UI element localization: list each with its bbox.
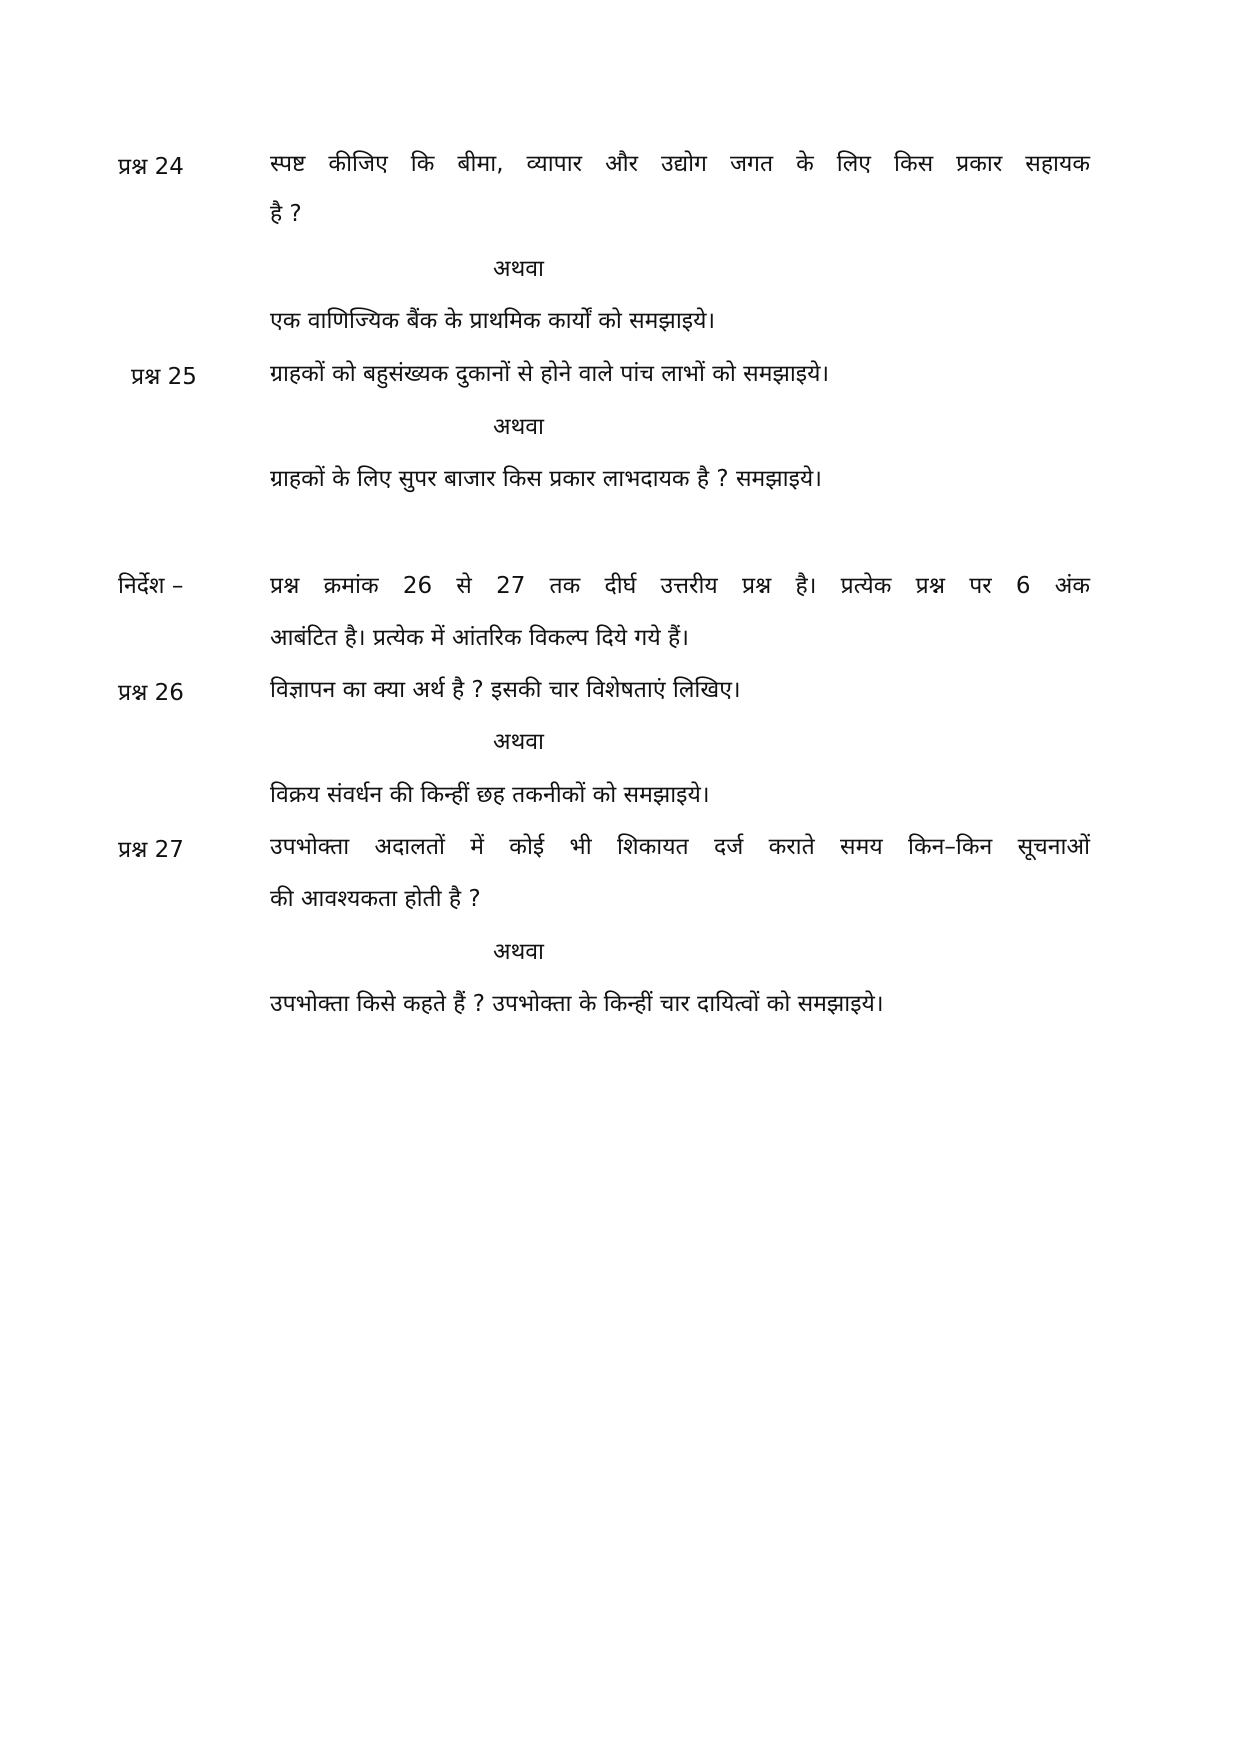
q26-alternative: विक्रय संवर्धन की किन्हीं छह तकनीकों को समझाइये। (270, 782, 710, 808)
q27-or: अथवा (493, 939, 545, 965)
q24-label: प्रश्न 24 (118, 154, 184, 180)
q25-or: अथवा (493, 414, 545, 440)
q24-or: अथवा (493, 256, 545, 282)
q24-line-1: स्पष्ट कीजिए कि बीमा, व्यापार और उद्योग जगत के लिए किस प्रकार सहायक (270, 151, 1090, 177)
q26-or: अथवा (493, 729, 545, 755)
q27-alternative: उपभोक्ता किसे कहते हैं ? उपभोक्ता के किन्हीं चार दायित्वों को समझाइये। (270, 991, 884, 1017)
q25-label: प्रश्न 25 (131, 364, 197, 390)
q26-label: प्रश्न 26 (118, 680, 184, 706)
instruction-line-1: प्रश्न क्रमांक 26 से 27 तक दीर्घ उत्तरीय प्रश्न है। प्रत्येक प्रश्न पर 6 अंक (270, 573, 1090, 599)
instruction-label: निर्देश – (118, 573, 184, 599)
q25-line-1: ग्राहकों को बहुसंख्यक दुकानों से होने वाले पांच लाभों को समझाइये। (270, 361, 830, 387)
q24-line-2: है ? (270, 201, 302, 227)
q26-line-1: विज्ञापन का क्या अर्थ है ? इसकी चार विशेषताएं लिखिए। (270, 677, 741, 703)
q24-alternative: एक वाणिज्यिक बैंक के प्राथमिक कार्यों को समझाइये। (270, 308, 716, 334)
instruction-line-2: आबंटित है। प्रत्येक में आंतरिक विकल्प दिये गये हैं। (270, 625, 689, 651)
q27-line-2: की आवश्यकता होती है ? (270, 886, 481, 912)
q25-alternative: ग्राहकों के लिए सुपर बाजार किस प्रकार लाभदायक है ? समझाइये। (270, 466, 822, 492)
q27-line-1: उपभोक्ता अदालतों में कोई भी शिकायत दर्ज कराते समय किन–किन सूचनाओं (270, 834, 1090, 860)
q27-label: प्रश्न 27 (118, 837, 184, 863)
